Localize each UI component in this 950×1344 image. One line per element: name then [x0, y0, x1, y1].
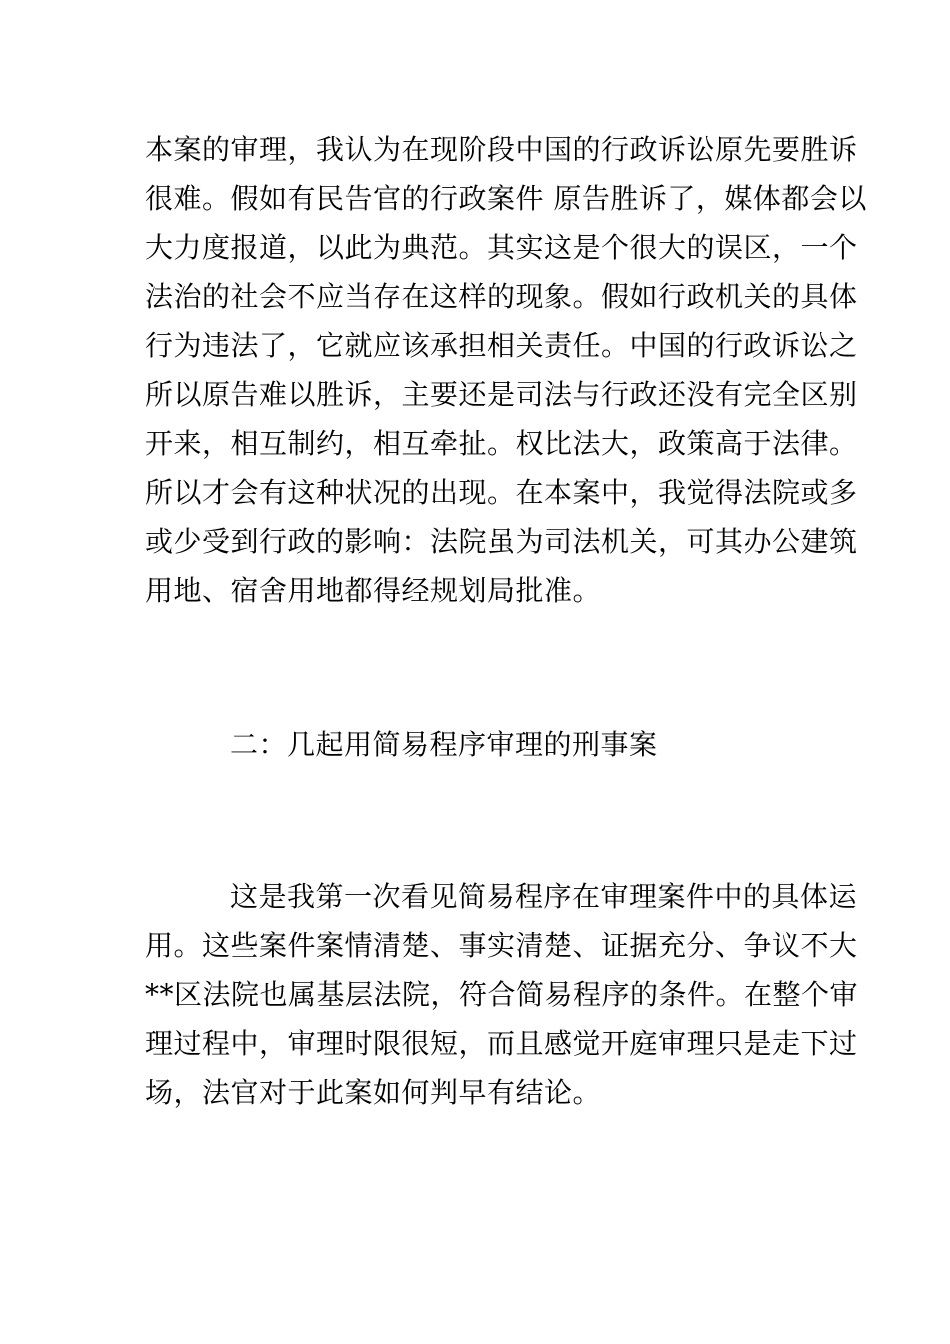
section-heading: 二：几起用简易程序审理的刑事案: [230, 728, 658, 761]
paragraph-line: 这是我第一次看见简易程序在审理案件中的具体运: [230, 880, 858, 913]
paragraph-line: 行为违法了，它就应该承担相关责任。中国的行政诉讼之: [145, 329, 858, 362]
paragraph-line: 法治的社会不应当存在这样的现象。假如行政机关的具体: [145, 280, 858, 313]
paragraph-line: 本案的审理，我认为在现阶段中国的行政诉讼原先要胜诉: [145, 133, 858, 166]
paragraph-line: 场，法官对于此案如何判早有结论。: [145, 1076, 602, 1109]
paragraph-line: 大力度报道，以此为典范。其实这是个很大的误区，一个: [145, 231, 858, 264]
paragraph-line: 或少受到行政的影响：法院虽为司法机关，可其办公建筑: [145, 525, 858, 558]
paragraph-line: 所以才会有这种状况的出现。在本案中，我觉得法院或多: [145, 476, 858, 509]
paragraph-line: 用。这些案件案情清楚、事实清楚、证据充分、争议不大: [145, 929, 858, 962]
paragraph-line: 理过程中，审理时限很短，而且感觉开庭审理只是走下过: [145, 1027, 858, 1060]
paragraph-line: 开来，相互制约，相互牵扯。权比法大，政策高于法律。: [145, 427, 858, 460]
paragraph-line: 用地、宿舍用地都得经规划局批准。: [145, 574, 602, 607]
paragraph-line: **区法院也属基层法院，符合简易程序的条件。在整个审: [145, 978, 859, 1011]
paragraph-line: 所以原告难以胜诉，主要还是司法与行政还没有完全区别: [145, 378, 858, 411]
paragraph-line: 很难。假如有民告官的行政案件 原告胜诉了，媒体都会以: [145, 182, 867, 215]
